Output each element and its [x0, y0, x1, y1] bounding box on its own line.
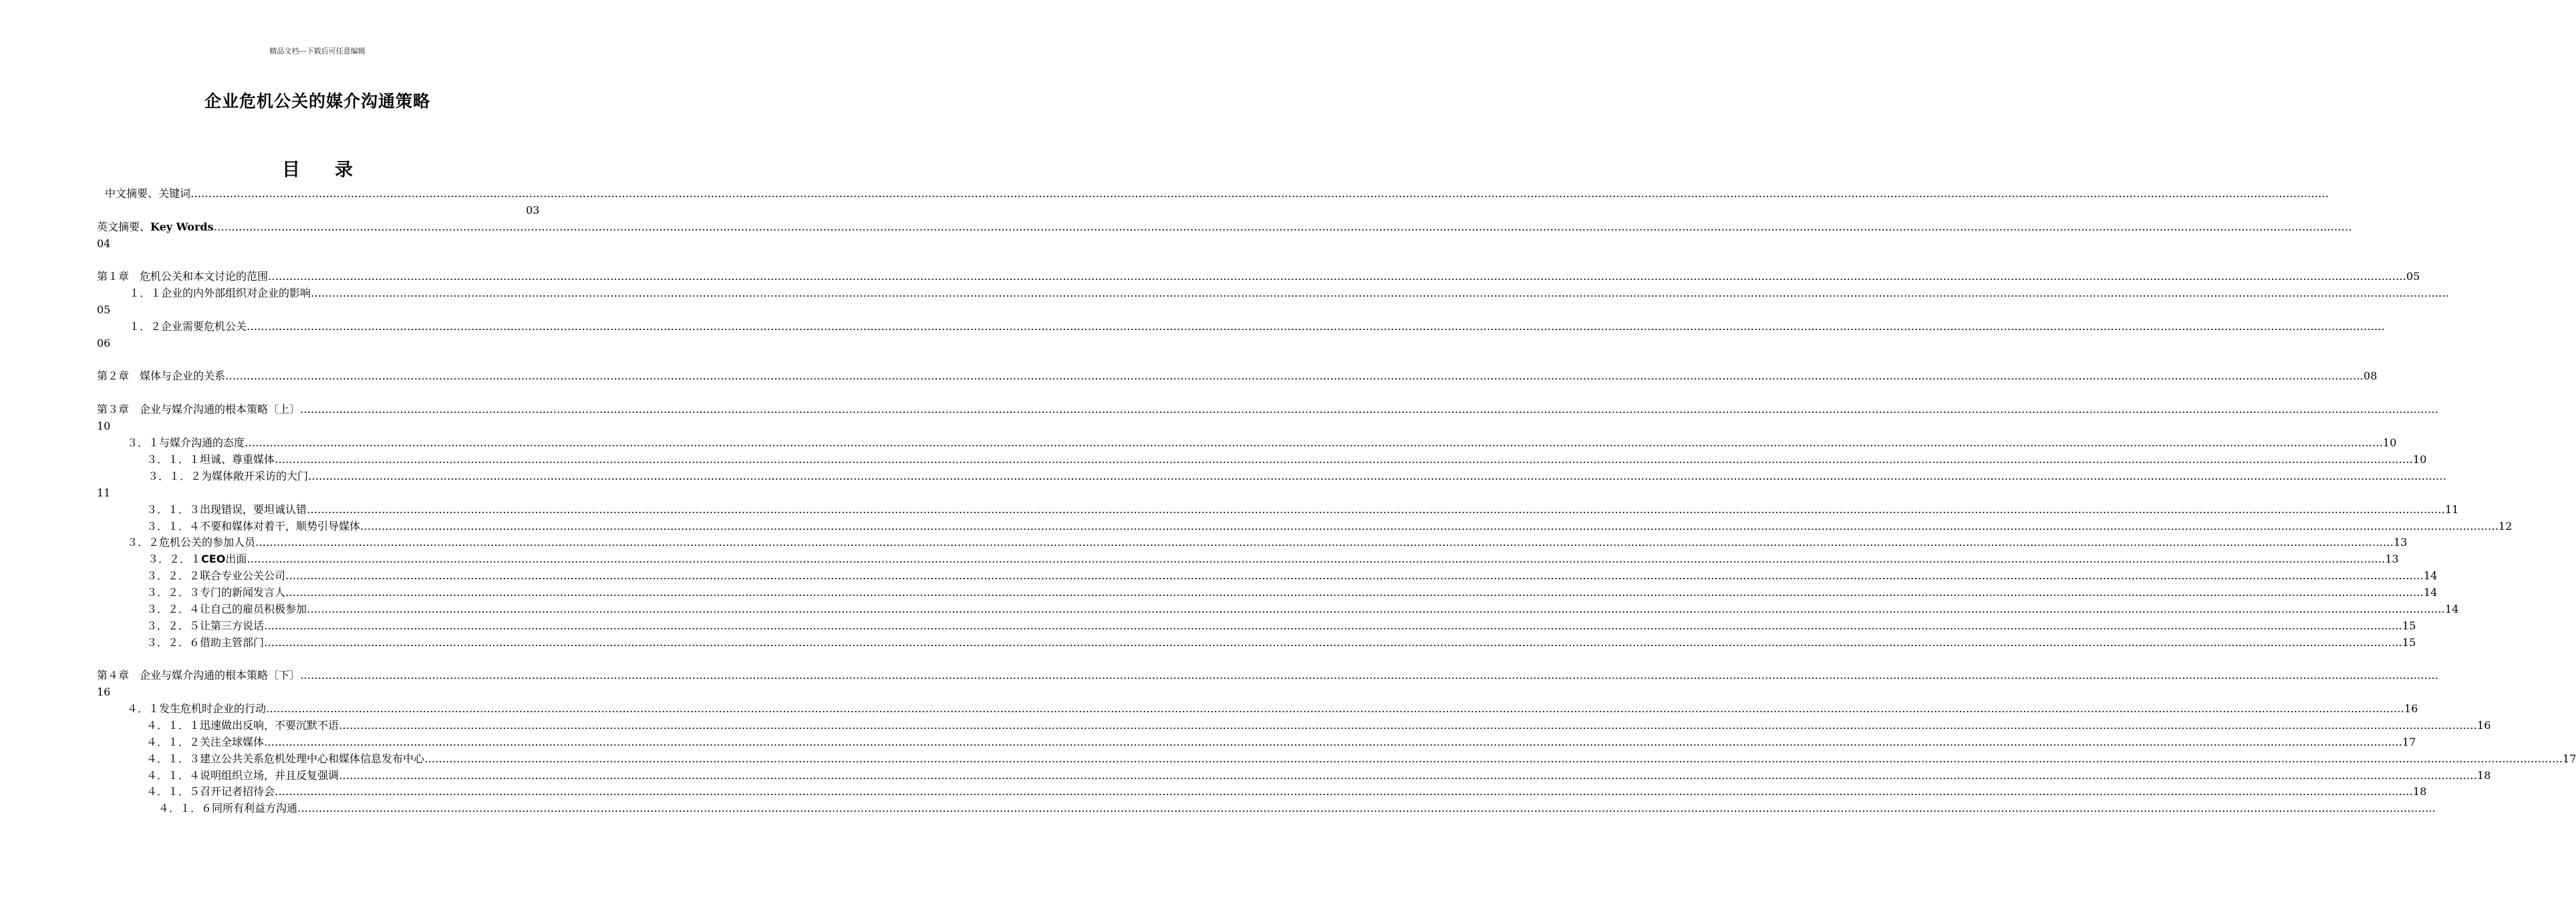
toc-entry-label: 第１章 危机公关和本文讨论的范围	[97, 270, 269, 283]
toc-leader-dots: ……………………………………………………………………………………………………………………………………………………………………………………………………………………………………………………………………………………………………………………………………………………………………………………………………………………………………………………………………………………………………………………………………………………	[245, 436, 2384, 449]
toc-page-number: 10	[2383, 436, 2397, 449]
toc-leader-dots: ……………………………………………………………………………………………………………………………………………………………………………………………………………………………………………………………………………………………………………………………………………………………………………………………………………………………………………………………………………………………………………………………………………………	[264, 736, 2403, 748]
toc-entry[interactable]	[146, 518, 2513, 535]
toc-leader-dots: ……………………………………………………………………………………………………………………………………………………………………………………………………………………………………………………………………………………………………………………………………………………………………………………………………………………………………………………………………………………………………………………………………………………	[307, 503, 2446, 516]
toc-entry-label: ４．１．５召开记者招待会	[146, 785, 275, 798]
toc-page-number: 10	[97, 420, 111, 432]
toc-entry-label: ３．１．１坦诚、尊重媒体	[146, 453, 275, 466]
toc-page-number: 04	[97, 237, 111, 250]
toc-entry-label: ３．２．１CEO出面	[148, 553, 247, 565]
toc-page-number: 17	[2563, 752, 2576, 765]
toc-entry[interactable]	[146, 634, 2416, 651]
toc-entry-label: ３．２．２联合专业公关公司	[146, 569, 286, 582]
page-header-note: 精品文档---下载后可任意编辑	[269, 47, 366, 55]
toc-page-number: 14	[2424, 586, 2438, 599]
toc-page-number: 18	[2477, 769, 2491, 782]
toc-leader-dots: ……………………………………………………………………………………………………………………………………………………………………………………………………………………………………………………………………………………………………………………………………………………………………………………………………………………………………………………………………………………………………………………………………………………	[297, 802, 2436, 814]
toc-page-number: 12	[2498, 520, 2513, 533]
toc-entry-label: ３．２．４让自己的雇员积极参加	[146, 603, 307, 615]
toc-leader-dots: ……………………………………………………………………………………………………………………………………………………………………………………………………………………………………………………………………………………………………………………………………………………………………………………………………………………………………………………………………………………………………………………………………………………	[311, 287, 2450, 299]
toc-page-number: 10	[2413, 453, 2427, 466]
toc-entry-label: ３．２．５让第三方说话	[146, 619, 265, 632]
toc-leader-dots: ……………………………………………………………………………………………………………………………………………………………………………………………………………………………………………………………………………………………………………………………………………………………………………………………………………………………………………………………………………………………………………………………………………………	[360, 520, 2499, 533]
toc-entry[interactable]	[146, 501, 2459, 518]
toc-entry[interactable]	[127, 700, 2418, 717]
toc-page-number: 14	[2445, 603, 2459, 615]
toc-entry[interactable]	[146, 601, 2459, 617]
toc-leader-dots: ……………………………………………………………………………………………………………………………………………………………………………………………………………………………………………………………………………………………………………………………………………………………………………………………………………………………………………………………………………………………………………………………………………………	[307, 603, 2446, 615]
toc-entry-label: 第４章 企业与媒介沟通的根本策略〔下〕	[97, 669, 301, 682]
toc-page-number: 14	[2424, 569, 2438, 582]
toc-page-number: 16	[97, 686, 111, 698]
toc-entry-label: ４．１．１迅速做出反响，不要沉默不语	[146, 719, 339, 732]
toc-leader-dots: ……………………………………………………………………………………………………………………………………………………………………………………………………………………………………………………………………………………………………………………………………………………………………………………………………………………………………………………………………………………………………………………………………………………	[225, 369, 2364, 382]
toc-entry[interactable]	[146, 451, 2427, 468]
toc-entry-label: １．１企业的内外部组织对企业的影响	[129, 287, 311, 299]
toc-page-number: 16	[2477, 719, 2491, 732]
toc-leader-dots: ……………………………………………………………………………………………………………………………………………………………………………………………………………………………………………………………………………………………………………………………………………………………………………………………………………………………………………………………………………………………………………………………………………………	[247, 320, 2386, 333]
toc-page-number: 11	[97, 486, 111, 499]
toc-entry-label: 第３章 企业与媒介沟通的根本策略〔上〕	[97, 403, 301, 416]
toc-entry[interactable]	[146, 767, 2491, 784]
toc-entry[interactable]	[127, 534, 2408, 551]
toc-entry[interactable]	[146, 584, 2438, 601]
toc-page-number: 08	[2364, 369, 2378, 382]
toc-page-number: 16	[2404, 702, 2418, 715]
toc-entry[interactable]	[146, 783, 2427, 800]
toc-entry[interactable]	[146, 717, 2491, 734]
toc-entry[interactable]	[97, 218, 2352, 235]
toc-leader-dots: ……………………………………………………………………………………………………………………………………………………………………………………………………………………………………………………………………………………………………………………………………………………………………………………………………………………………………………………………………………………………………………………………………………………	[255, 536, 2394, 549]
toc-leader-dots: ……………………………………………………………………………………………………………………………………………………………………………………………………………………………………………………………………………………………………………………………………………………………………………………………………………………………………………………………………………………………………………………………………………………	[285, 569, 2424, 582]
toc-entry-label-ceo: CEO	[201, 553, 226, 565]
toc-entry-label: ３．１与媒介沟通的态度	[127, 436, 245, 449]
toc-entry-label: 中文摘要、关键词	[105, 187, 191, 200]
toc-leader-dots: ……………………………………………………………………………………………………………………………………………………………………………………………………………………………………………………………………………………………………………………………………………………………………………………………………………………………………………………………………………………………………………………………………………………	[266, 702, 2405, 715]
toc-entry[interactable]	[97, 401, 2439, 418]
toc-entry[interactable]	[97, 268, 2420, 285]
toc-entry-label: １．２企业需要危机公关	[129, 320, 247, 333]
toc-page-number: 15	[2402, 636, 2416, 649]
toc-entry[interactable]	[97, 367, 2378, 384]
toc-entry-label: 英文摘要、Key Words	[97, 220, 214, 233]
document-title: 企业危机公关的媒介沟通策略	[204, 92, 430, 111]
toc-entry-label-tail: 出面	[225, 553, 247, 565]
toc-entry-label: ４．１．３建立公共关系危机处理中心和媒体信息发布中心	[146, 752, 425, 765]
toc-leader-dots: ……………………………………………………………………………………………………………………………………………………………………………………………………………………………………………………………………………………………………………………………………………………………………………………………………………………………………………………………………………………………………………………………………………………	[424, 752, 2563, 765]
toc-leader-dots: ……………………………………………………………………………………………………………………………………………………………………………………………………………………………………………………………………………………………………………………………………………………………………………………………………………………………………………………………………………………………………………………………………………………	[264, 619, 2403, 632]
toc-entry[interactable]	[148, 468, 2447, 484]
toc-page-number: 18	[2413, 785, 2427, 798]
toc-leader-dots: ……………………………………………………………………………………………………………………………………………………………………………………………………………………………………………………………………………………………………………………………………………………………………………………………………………………………………………………………………………………………………………………………………………………	[268, 270, 2407, 283]
toc-page-number: 03	[526, 204, 540, 216]
toc-entry[interactable]	[146, 750, 2576, 767]
toc-page-number: 06	[97, 337, 111, 349]
toc-leader-dots: ……………………………………………………………………………………………………………………………………………………………………………………………………………………………………………………………………………………………………………………………………………………………………………………………………………………………………………………………………………………………………………………………………………………	[190, 187, 2329, 200]
toc-entry-label: ３．１．３出现错误，要坦诚认错	[146, 503, 307, 516]
toc-entry-label: ３．２危机公关的参加人员	[127, 536, 256, 549]
toc-entry-label: ３．１．４不要和媒体对着干，顺势引导媒体	[146, 520, 361, 533]
toc-heading-right: 录	[335, 160, 353, 180]
toc-page-number: 13	[2385, 553, 2399, 565]
toc-heading-left: 目	[282, 160, 300, 180]
toc-entry[interactable]	[146, 617, 2416, 634]
toc-page-number: 13	[2394, 536, 2408, 549]
toc-leader-dots: ……………………………………………………………………………………………………………………………………………………………………………………………………………………………………………………………………………………………………………………………………………………………………………………………………………………………………………………………………………………………………………………………………………………	[300, 669, 2439, 682]
toc-entry-label: ４．１．４说明组织立场，并且反复强调	[146, 769, 339, 782]
toc-entry[interactable]	[146, 734, 2416, 750]
toc-page-number: 17	[2402, 736, 2416, 748]
toc-leader-dots: ……………………………………………………………………………………………………………………………………………………………………………………………………………………………………………………………………………………………………………………………………………………………………………………………………………………………………………………………………………………………………………………………………………………	[339, 769, 2478, 782]
toc-entry[interactable]	[158, 800, 2436, 816]
toc-leader-dots: ……………………………………………………………………………………………………………………………………………………………………………………………………………………………………………………………………………………………………………………………………………………………………………………………………………………………………………………………………………………………………………………………………………………	[247, 553, 2386, 565]
toc-leader-dots: ……………………………………………………………………………………………………………………………………………………………………………………………………………………………………………………………………………………………………………………………………………………………………………………………………………………………………………………………………………………………………………………………………………………	[300, 403, 2439, 416]
toc-leader-dots: ……………………………………………………………………………………………………………………………………………………………………………………………………………………………………………………………………………………………………………………………………………………………………………………………………………………………………………………………………………………………………………………………………………………	[264, 636, 2403, 649]
toc-entry[interactable]	[105, 185, 2329, 202]
toc-leader-dots: ……………………………………………………………………………………………………………………………………………………………………………………………………………………………………………………………………………………………………………………………………………………………………………………………………………………………………………………………………………………………………………………………………………………	[275, 785, 2414, 798]
toc-leader-dots: ……………………………………………………………………………………………………………………………………………………………………………………………………………………………………………………………………………………………………………………………………………………………………………………………………………………………………………………………………………………………………………………………………………………	[275, 453, 2414, 466]
toc-page-number: 05	[97, 303, 111, 316]
toc-page-number: 05	[2406, 270, 2420, 283]
toc-leader-dots: ……………………………………………………………………………………………………………………………………………………………………………………………………………………………………………………………………………………………………………………………………………………………………………………………………………………………………………………………………………………………………………………………………………………	[308, 470, 2447, 482]
toc-entry-label-bold: Key Words	[150, 220, 214, 233]
toc-entry-label: ３．１．２为媒体敞开采访的大门	[148, 470, 309, 482]
toc-entry[interactable]	[97, 667, 2439, 684]
toc-leader-dots: ……………………………………………………………………………………………………………………………………………………………………………………………………………………………………………………………………………………………………………………………………………………………………………………………………………………………………………………………………………………………………………………………………………………	[213, 220, 2352, 233]
toc-entry[interactable]	[129, 318, 2386, 335]
toc-entry[interactable]	[148, 551, 2399, 567]
toc-entry-label: ４．１．２关注全球媒体	[146, 736, 265, 748]
toc-page-number: 15	[2402, 619, 2416, 632]
toc-entry[interactable]	[146, 567, 2438, 584]
toc-entry-label: ３．２．３专门的新闻发言人	[146, 586, 286, 599]
toc-entry[interactable]	[129, 285, 2450, 301]
toc-entry-label: 第２章 媒体与企业的关系	[97, 369, 226, 382]
toc-page-number: 11	[2445, 503, 2459, 516]
toc-entry[interactable]	[127, 434, 2397, 451]
toc-leader-dots: ……………………………………………………………………………………………………………………………………………………………………………………………………………………………………………………………………………………………………………………………………………………………………………………………………………………………………………………………………………………………………………………………………………………	[339, 719, 2478, 732]
toc-entry-label: ４．１发生危机时企业的行动	[127, 702, 267, 715]
toc-entry-label: ３．２．６借助主管部门	[146, 636, 265, 649]
toc-leader-dots: ……………………………………………………………………………………………………………………………………………………………………………………………………………………………………………………………………………………………………………………………………………………………………………………………………………………………………………………………………………………………………………………………………………………	[285, 586, 2424, 599]
toc-entry-label: ４．１．６同所有利益方沟通	[158, 802, 298, 814]
